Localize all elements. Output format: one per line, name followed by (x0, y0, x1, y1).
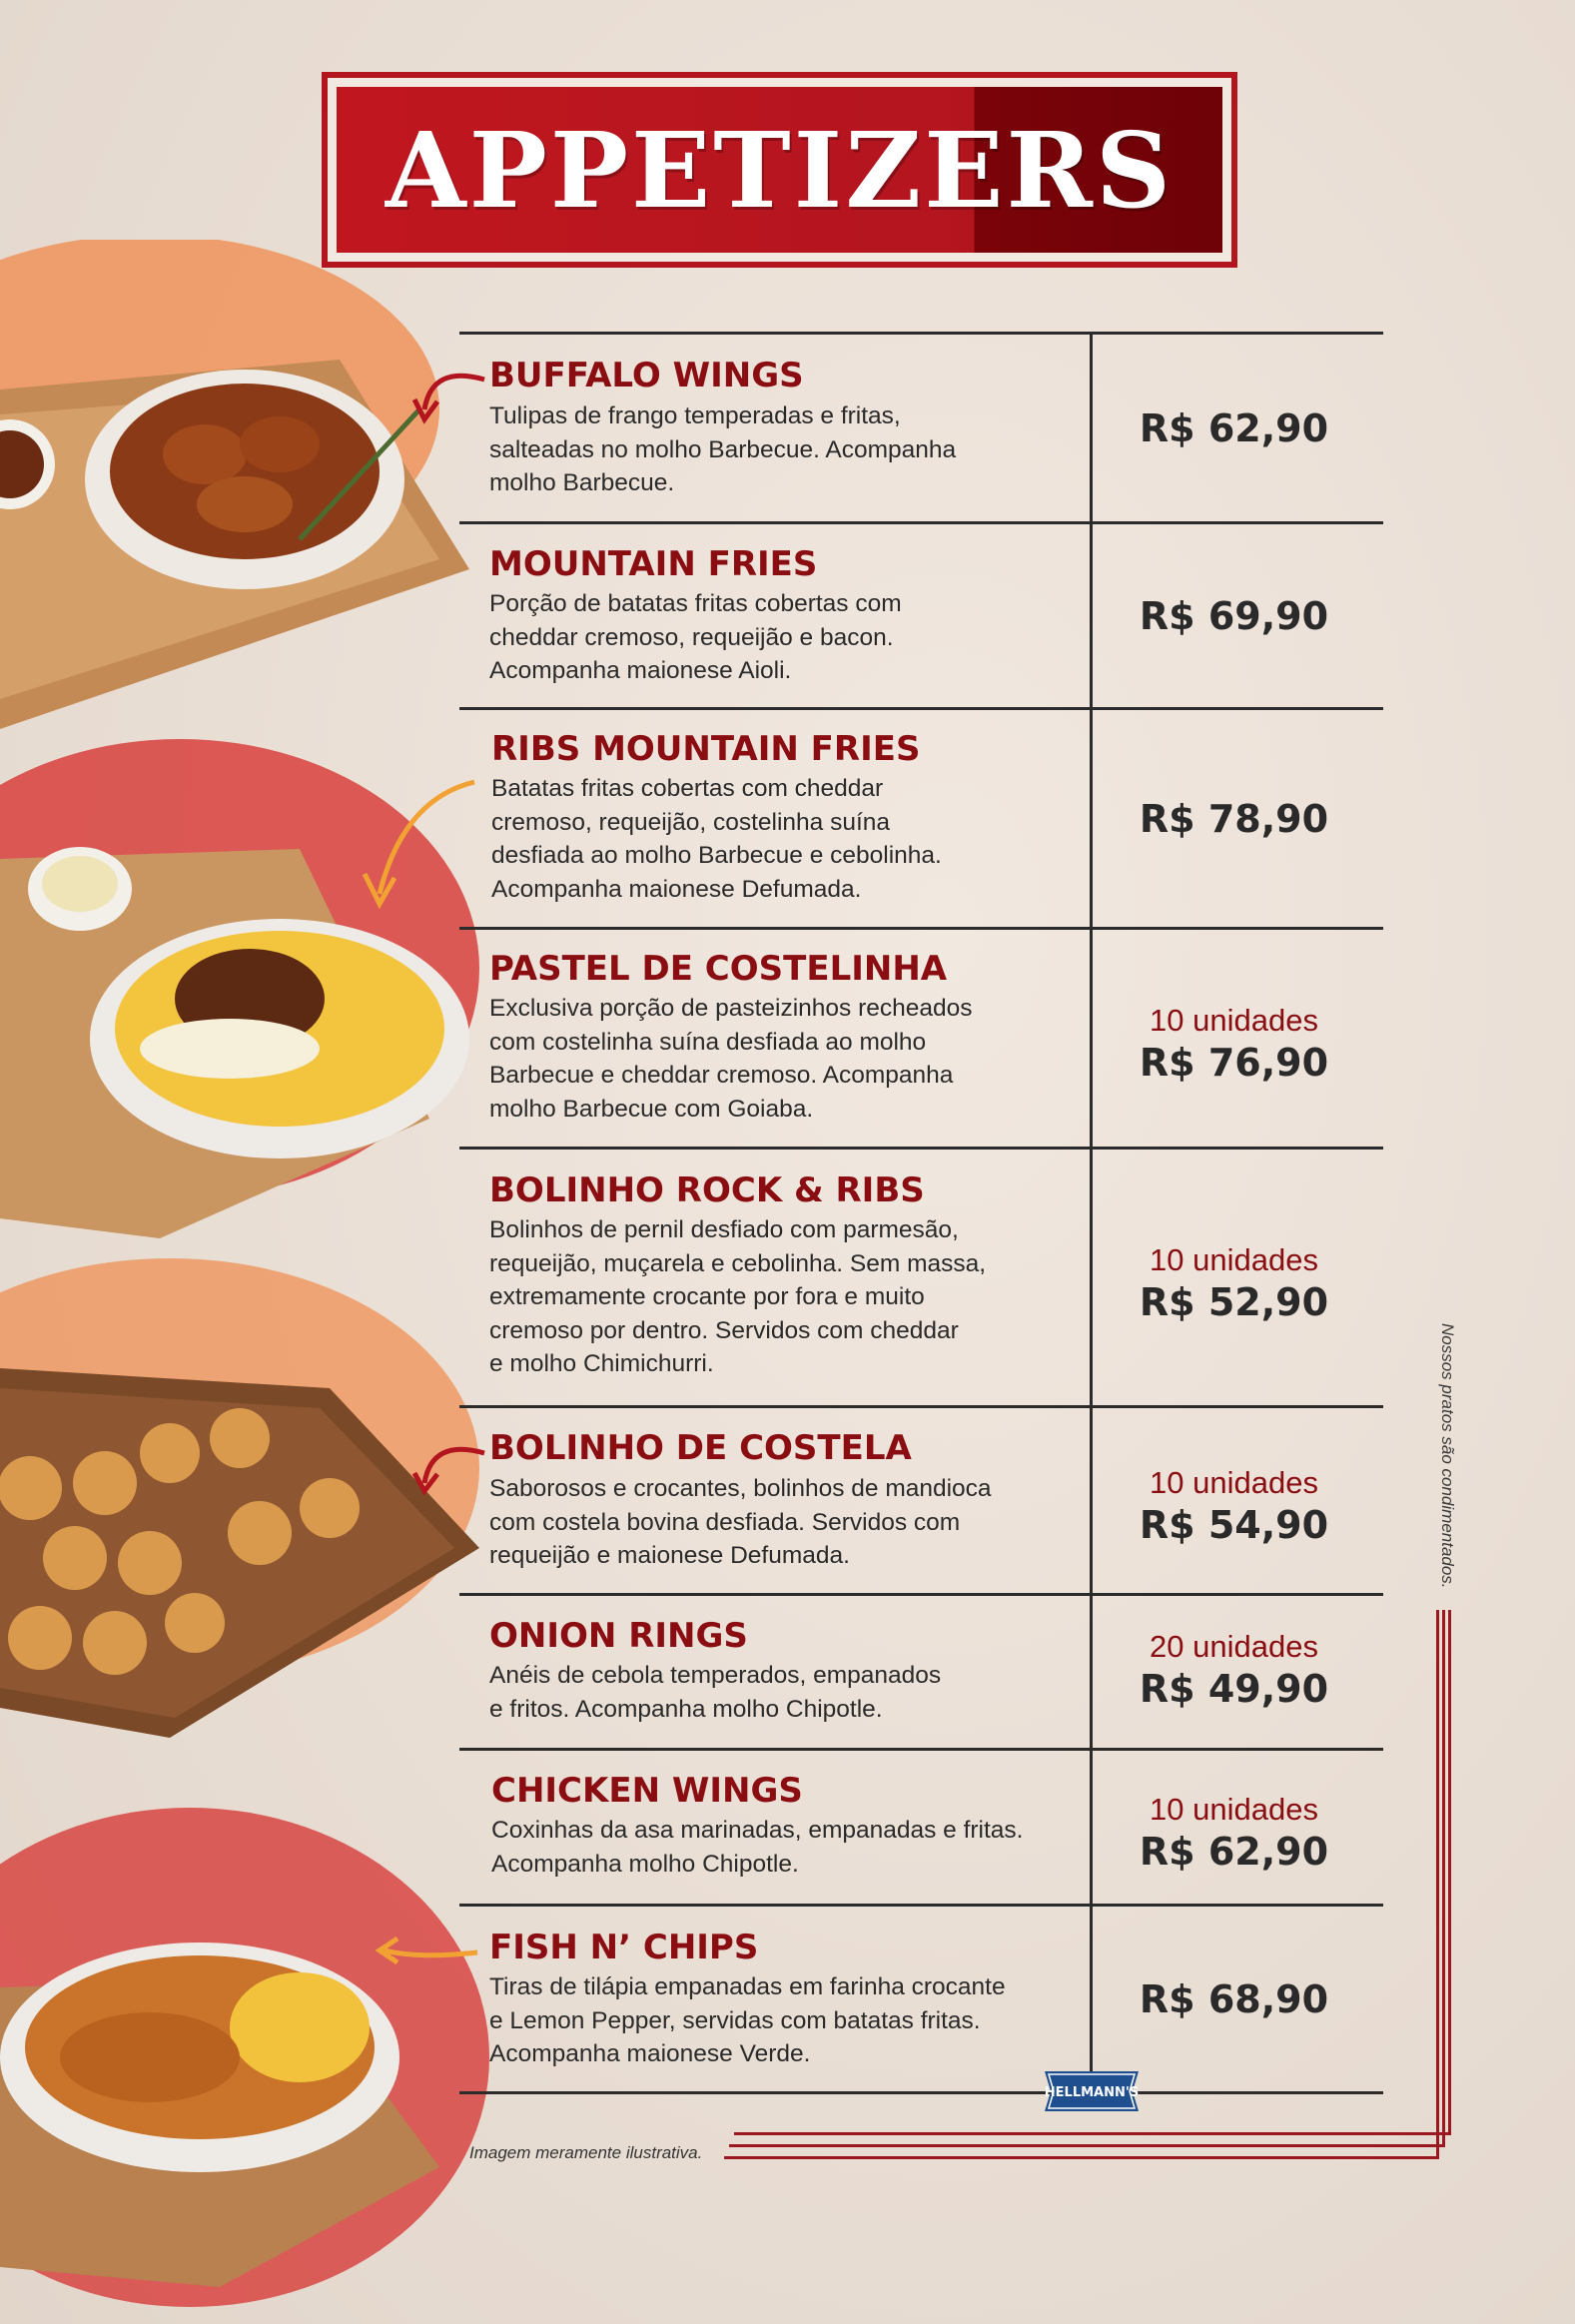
item-name: BUFFALO WINGS (489, 356, 804, 395)
image-disclaimer: Imagem meramente ilustrativa. (469, 2143, 703, 2162)
arrow-icon (355, 774, 484, 914)
item-quantity: 20 unidades (1150, 1629, 1318, 1664)
price-cell (1093, 335, 1375, 521)
item-name: MOUNTAIN FRIES (489, 544, 818, 584)
page-title: APPETIZERS (385, 108, 1175, 232)
item-description: Tulipas de frango temperadas e fritas, salteadas no molho Barbecue. Acompanha molho Barbecue. (489, 402, 957, 496)
item-price: R$ 62,90 (1139, 1830, 1329, 1874)
item-description: Coxinhas da asa marinadas, empanadas e fritas. Acompanha molho Chipotle. (491, 1817, 1024, 1878)
row-divider (459, 2091, 1383, 2094)
item-name: FISH N’ CHIPS (489, 1928, 759, 1967)
item-name: RIBS MOUNTAIN FRIES (491, 729, 921, 769)
price-cell (1093, 1213, 1375, 1353)
price-cell (1093, 974, 1375, 1114)
item-price: R$ 69,90 (1139, 593, 1329, 638)
hellmanns-logo (1037, 2065, 1147, 2117)
item-description: Exclusiva porção de pasteizinhos recheados com costelinha suína desfiada ao molho Barbecue e cheddar cremoso. Acompanha molho Barbecue com Goiaba. (489, 995, 973, 1123)
title-banner (322, 72, 1237, 268)
price-cell (1093, 1763, 1375, 1903)
item-name: BOLINHO ROCK & RIBS (489, 1170, 925, 1210)
item-price: R$ 78,90 (1139, 796, 1329, 841)
item-name: PASTEL DE COSTELINHA (489, 949, 948, 989)
item-description: Porção de batatas fritas cobertas com cheddar cremoso, requeijão e bacon. Acompanha maionese Aioli. (489, 590, 902, 684)
item-name: CHICKEN WINGS (491, 1771, 803, 1811)
row-divider (459, 1147, 1383, 1150)
item-description: Batatas fritas cobertas com cheddar cremoso, requeijão, costelinha suína desfiada ao molho Barbecue e cebolinha. Acompanha maionese Defumada. (491, 775, 942, 903)
condiment-note: Nossos pratos são condimentados. (1438, 1323, 1457, 1589)
item-description: Tiras de tilápia empanadas em farinha crocante e Lemon Pepper, servidas com batatas fritas. Acompanha maionese Verde. (489, 1973, 1006, 2067)
arrow-icon (370, 1933, 479, 1972)
row-divider (459, 1405, 1383, 1408)
item-name: BOLINHO DE COSTELA (489, 1428, 912, 1468)
price-cell (1093, 1600, 1375, 1740)
item-price: R$ 54,90 (1139, 1503, 1329, 1547)
price-cell (1093, 524, 1375, 707)
item-description: Saborosos e crocantes, bolinhos de mandioca com costela bovina desfiada. Servidos com requeijão e maionese Defumada. (489, 1475, 992, 1569)
brand-badge-text: HELLMANN'S (1044, 2085, 1140, 2100)
arrow-icon (409, 360, 489, 429)
item-price: R$ 52,90 (1139, 1280, 1329, 1324)
item-price: R$ 76,90 (1139, 1041, 1329, 1085)
decorative-frame (1436, 1610, 1439, 2159)
item-price: R$ 49,90 (1139, 1667, 1329, 1711)
item-quantity: 10 unidades (1150, 1242, 1318, 1277)
item-price: R$ 68,90 (1139, 1976, 1329, 2021)
item-description: Bolinhos de pernil desfiado com parmesão, requeijão, muçarela e cebolinha. Sem massa, extremamente crocante por fora e muito cremoso por dentro. Servidos com cheddar e molho Chimichurri. (489, 1216, 987, 1377)
arrow-icon (409, 1428, 489, 1498)
price-cell (1093, 1436, 1375, 1576)
item-description: Anéis de cebola temperados, empanados e fritos. Acompanha molho Chipotle. (489, 1662, 942, 1723)
item-name: ONION RINGS (489, 1616, 748, 1656)
row-divider (459, 1748, 1383, 1751)
price-cell (1093, 710, 1375, 927)
price-cell (1093, 1907, 1375, 2091)
item-quantity: 10 unidades (1150, 1792, 1318, 1827)
item-quantity: 10 unidades (1150, 1003, 1318, 1038)
item-price: R$ 62,90 (1139, 405, 1329, 450)
row-divider (459, 927, 1383, 930)
row-divider (459, 1593, 1383, 1596)
item-quantity: 10 unidades (1150, 1465, 1318, 1500)
food-illustrations (0, 240, 499, 2324)
